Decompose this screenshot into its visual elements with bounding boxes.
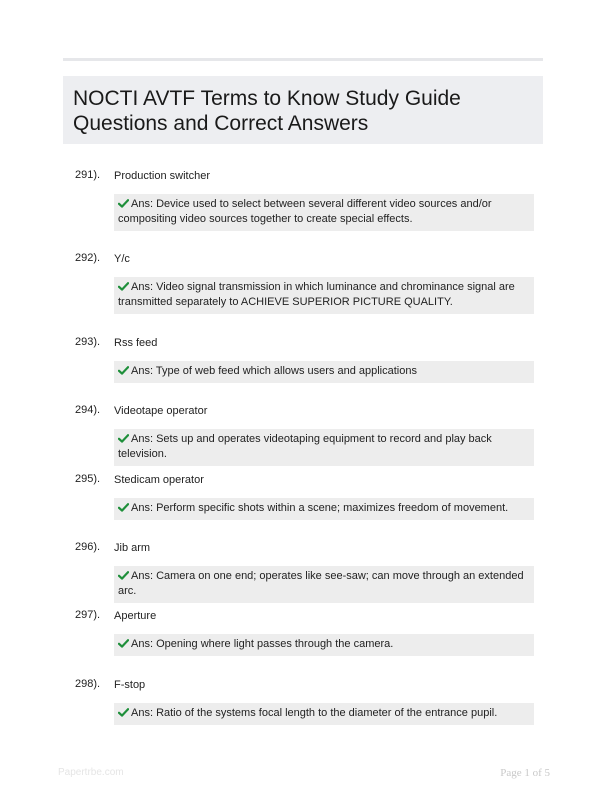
question-number: 298). (75, 678, 101, 690)
check-icon (118, 639, 129, 648)
top-divider (63, 58, 543, 61)
title-line-2: Questions and Correct Answers (73, 112, 369, 135)
answer-text: Ans: Device used to select between several different video sources and/or compositing video sources together to create special effects. (118, 198, 492, 225)
answer-text: Ans: Type of web feed which allows users and applications (131, 365, 417, 377)
answer-text: Ans: Video signal transmission in which luminance and chrominance signal are transmitted separately to ACHIEVE SUPERIOR PICTURE QUALITY. (118, 281, 515, 308)
check-icon (118, 434, 129, 443)
answer-box (114, 566, 534, 603)
title-line-1: NOCTI AVTF Terms to Know Study Guide (73, 87, 461, 110)
answer-box (114, 703, 534, 725)
answer-text: Ans: Ratio of the systems focal length to the diameter of the entrance pupil. (131, 707, 498, 719)
answer-box (114, 634, 534, 656)
answer-box (114, 429, 534, 466)
question-text: Stedicam operator (114, 474, 204, 486)
question-number: 296). (75, 541, 101, 553)
question-text: Y/c (114, 253, 130, 265)
question-text: Jib arm (114, 542, 151, 554)
question-number: 293). (75, 336, 101, 348)
question-text: F-stop (114, 679, 146, 691)
answer-text: Ans: Perform specific shots within a scene; maximizes freedom of movement. (131, 502, 509, 514)
check-icon (118, 282, 129, 291)
question-number: 295). (75, 473, 101, 485)
question-text: Aperture (114, 610, 157, 622)
question-number: 292). (75, 252, 101, 264)
question-number: 297). (75, 609, 101, 621)
answer-text: Ans: Opening where light passes through the camera. (131, 638, 394, 650)
question-number: 294). (75, 404, 101, 416)
check-icon (118, 708, 129, 717)
question-text: Production switcher (114, 170, 210, 182)
check-icon (118, 199, 129, 208)
question-text: Videotape operator (114, 405, 208, 417)
answer-text: Ans: Camera on one end; operates like see-saw; can move through an extended arc. (118, 570, 524, 597)
page-number: Page 1 of 5 (500, 767, 550, 779)
answer-box (114, 498, 534, 520)
check-icon (118, 571, 129, 580)
check-icon (118, 503, 129, 512)
page-title (63, 76, 543, 144)
footer-watermark: Papertrbe.com (58, 767, 124, 778)
check-icon (118, 366, 129, 375)
answer-box (114, 361, 534, 383)
answer-box (114, 277, 534, 314)
question-text: Rss feed (114, 337, 158, 349)
question-number: 291). (75, 169, 101, 181)
answer-box (114, 194, 534, 231)
answer-text: Ans: Sets up and operates videotaping equipment to record and play back television. (118, 433, 492, 460)
